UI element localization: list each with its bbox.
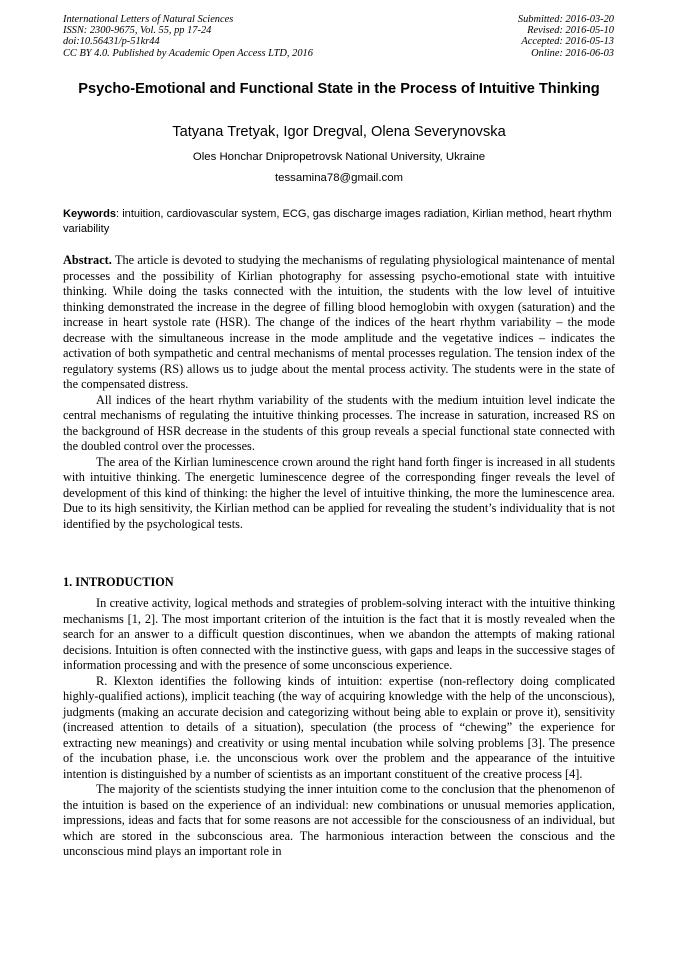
journal-info (63, 14, 313, 59)
keywords-text: : intuition, cardiovascular system, ECG, gas discharge images radiation, Kirlian method, heart rhythm variability (63, 208, 612, 235)
date-accepted: Accepted: 2016-05-13 (521, 36, 614, 48)
date-online: Online: 2016-06-03 (531, 47, 614, 59)
journal-doi: doi:10.56431/p-51kr44 (63, 36, 160, 48)
body-paragraph: The majority of the scientists studying the inner intuition come to the conclusion that the phenomenon of the intuition is based on the experience of an individual: new combinations or unusual memories application, impressions, ideas and facts that for some reasons are not accessible for the consciousness of an individual, but which are stored in the subconscious area. The harmonious interaction between the conscious and the unconscious mind plays an important role in (63, 782, 615, 858)
paper-authors: Tatyana Tretyak, Igor Dregval, Olena Severynovska (172, 124, 506, 140)
journal-license: CC BY 4.0. Published by Academic Open Access LTD, 2016 (63, 47, 313, 59)
introduction-body (63, 596, 615, 860)
body-paragraph: R. Klexton identifies the following kinds of intuition: expertise (non-reflectory doing complicated highly-qualified actions), implicit teaching (the way of acquiring knowledge with the help of the unconscious), judgments (making an accurate decision and categorizing without being able to explain or prove it), sensitivity (increased attention to details of a situation), speculation (the process of “chewing” the experience for extracting new meanings) and creativity or using mental incubation while solving problems [3]. The presence of the incubation phase, i.e. the unconscious work over the problem and the appearance of the intuitive intention is distinguished by a number of scientists as an important constituent of the creative process [4]. (63, 673, 615, 781)
abstract-text: The article is devoted to studying the mechanisms of regulating physiological maintenance of mental processes and the possibility of Kirlian photography for assessing psycho-emotional state with intuitive thinking. While doing the tasks connected with the intuition, the students with the low level of intuitive thinking demonstrated the increase in the degree of filling blood hemoglobin with oxygen (saturation) and the increase in heart systole rate (HSR). The change of the indices of the heart rhythm variability – the mode decrease with the simultaneous increase in the mode amplitude and the vegetative indices – indicates the activation of both sympathetic and central mechanisms of mental processes regulation. The tension index of the regulatory systems (RS) allows us to judge about the mental process activity. The students were in the state of the compensated distress. (63, 253, 615, 391)
section-heading: 1. INTRODUCTION (63, 575, 174, 589)
date-revised: Revised: 2016-05-10 (527, 25, 614, 37)
abstract-paragraph (63, 253, 615, 393)
abstract-paragraph: The area of the Kirlian luminescence crown around the right hand forth finger is increased in all students with intuitive thinking. The energetic luminescence degree of the corresponding finger reveals the level of development of this kind of thinking: the higher the level of intuitive thinking, the more the luminescence area. Due to its high sensitivity, the Kirlian method can be applied for revealing the student’s individuality that is not identified by the psychological tests. (63, 454, 615, 531)
abstract-label: Abstract. (63, 253, 112, 267)
abstract (63, 253, 615, 532)
keywords (63, 207, 615, 236)
author-email: tessamina78@gmail.com (274, 172, 404, 184)
journal-issn: ISSN: 2300-9675, Vol. 55, pp 17-24 (63, 25, 212, 37)
publication-dates (518, 14, 614, 59)
abstract-paragraph: All indices of the heart rhythm variability of the students with the medium intuition level indicate the central mechanisms of regulating the intuitive thinking processes. The increase in saturation, increased RS on the background of HSR decrease in the students of this group reveals a special functional state connected with the doubled control over the processes. (63, 392, 615, 453)
body-paragraph: In creative activity, logical methods and strategies of problem-solving interact with the intuitive thinking mechanisms [1, 2]. The most important criterion of the intuition is the fact that it is mostly revealed when the search for an answer to a difficult question discontinues, when we abandon the attempts of making rational decisions. Intuition is often connected with the instinctive guess, with gaps and leaps in the successive stages of information processing and with the presence of some unconscious experience. (63, 596, 615, 672)
paper-title: Psycho-Emotional and Functional State in the Process of Intuitive Thinking (78, 81, 600, 97)
author-affiliation: Oles Honchar Dnipropetrovsk National University, Ukraine (192, 151, 486, 163)
keywords-label: Keywords (63, 208, 117, 220)
date-submitted: Submitted: 2016-03-20 (517, 14, 614, 25)
journal-name: International Letters of Natural Sciences (63, 14, 234, 25)
